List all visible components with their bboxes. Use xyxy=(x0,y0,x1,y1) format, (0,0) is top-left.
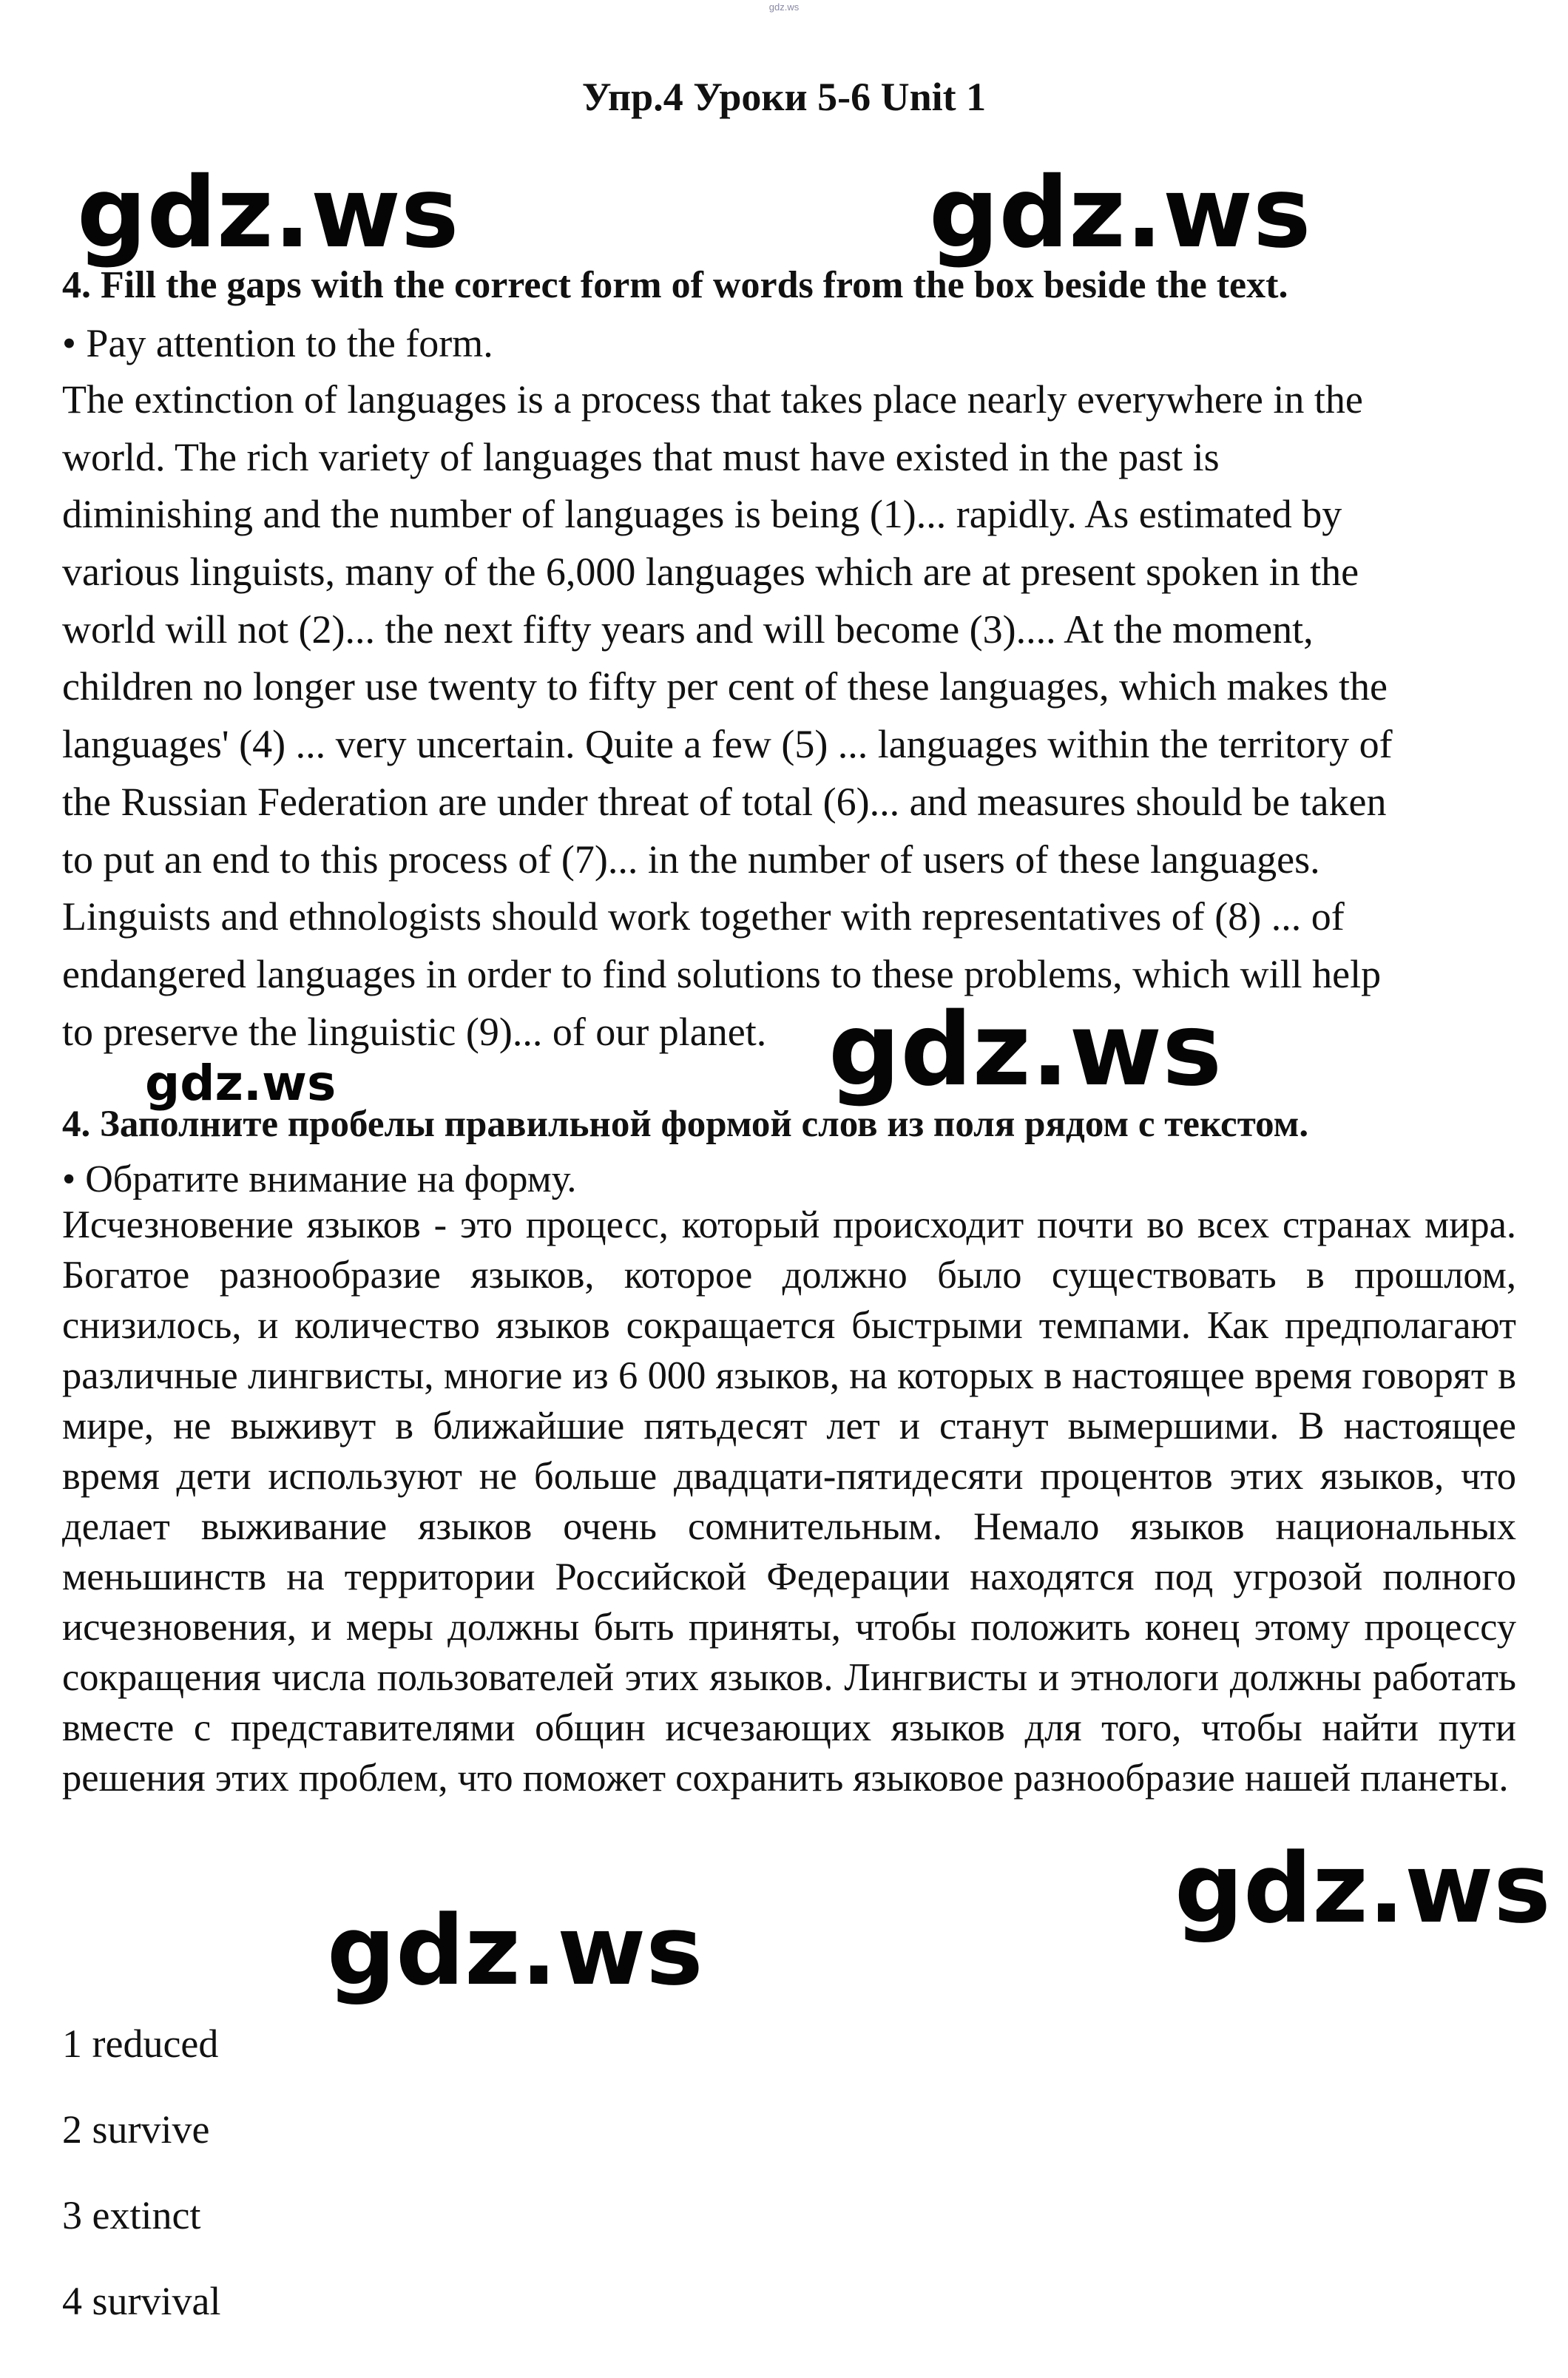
text-line: Linguists and ethnologists should work together with representatives of (8) ... of xyxy=(62,894,1345,939)
text-line: to preserve the linguistic (9)... of our planet. xyxy=(62,1009,767,1054)
english-text xyxy=(62,371,1393,1061)
watermark: gdz.ws xyxy=(327,1894,703,2007)
exercise-instruction-english: • Pay attention to the form. xyxy=(62,321,493,365)
text-line: endangered languages in order to find solutions to these problems, which will help xyxy=(62,951,1382,996)
exercise-heading-english: 4. Fill the gaps with the correct form of words from the box beside the text. xyxy=(62,264,1288,306)
answer-item: 1 reduced xyxy=(62,2021,219,2066)
watermark: gdz.ws xyxy=(1175,1832,1551,1945)
text-line: diminishing and the number of languages is being (1)... rapidly. As estimated by xyxy=(62,492,1342,537)
text-line: the Russian Federation are under threat of total (6)... and measures should be taken xyxy=(62,779,1387,824)
text-line: various linguists, many of the 6,000 languages which are at present spoken in the xyxy=(62,550,1359,595)
text-line: The extinction of languages is a process that takes place nearly everywhere in the xyxy=(62,377,1363,422)
watermark: gdz.ws xyxy=(77,156,459,270)
text-line: world will not (2)... the next fifty years and will become (3).... At the moment, xyxy=(62,607,1314,652)
watermark: gdz.ws xyxy=(145,1055,337,1112)
answer-item: 4 survival xyxy=(62,2279,221,2323)
text-line: languages' (4) ... very uncertain. Quite a few (5) ... languages within the territory of xyxy=(62,722,1393,767)
exercise-instruction-russian: • Обратите внимание на форму. xyxy=(62,1158,577,1200)
russian-text: Исчезновение языков - это процесс, который происходит почти во всех странах мира. Богатое разнообразие языков, которое должно было существовать в прошлом, снизилось, и количество языков сокращается быстрыми темпами. Как предполагают различные лингвисты, многие из 6 000 языков, на которых в настоящее время говорят в мире, не выживут в ближайшие пятьдесят лет и станут вымершими. В настоящее время дети используют не больше двадцати-пятидесяти процентов этих языков, что делает выживание языков очень сомнительным. Немало языков национальных меньшинств на территории Российской Федерации находятся под угрозой полного исчезновения, и меры должны быть приняты, чтобы положить конец этому процессу сокращения числа пользователей этих языков. Лингвисты и этнологи должны работать вместе с представителями общин исчезающих языков для того, чтобы найти пути решения этих проблем, что поможет сохранить языковое разнообразие нашей планеты. xyxy=(62,1203,1516,1800)
answer-item: 2 survive xyxy=(62,2107,210,2152)
watermark: gdz.ws xyxy=(828,992,1223,1109)
answer-item: 3 extinct xyxy=(62,2193,201,2237)
text-line: children no longer use twenty to fifty per cent of these languages, which makes the xyxy=(62,664,1388,709)
exercise-heading-russian: 4. Заполните пробелы правильной формой слов из поля рядом с текстом. xyxy=(62,1104,1309,1145)
text-line: world. The rich variety of languages that must have existed in the past is xyxy=(62,434,1220,479)
watermark: gdz.ws xyxy=(929,156,1311,270)
text-line: to put an end to this process of (7)... in the number of users of these languages. xyxy=(62,837,1320,882)
page-title: Упр.4 Уроки 5-6 Unit 1 xyxy=(581,75,987,119)
header-watermark: gdz.ws xyxy=(768,1,800,13)
